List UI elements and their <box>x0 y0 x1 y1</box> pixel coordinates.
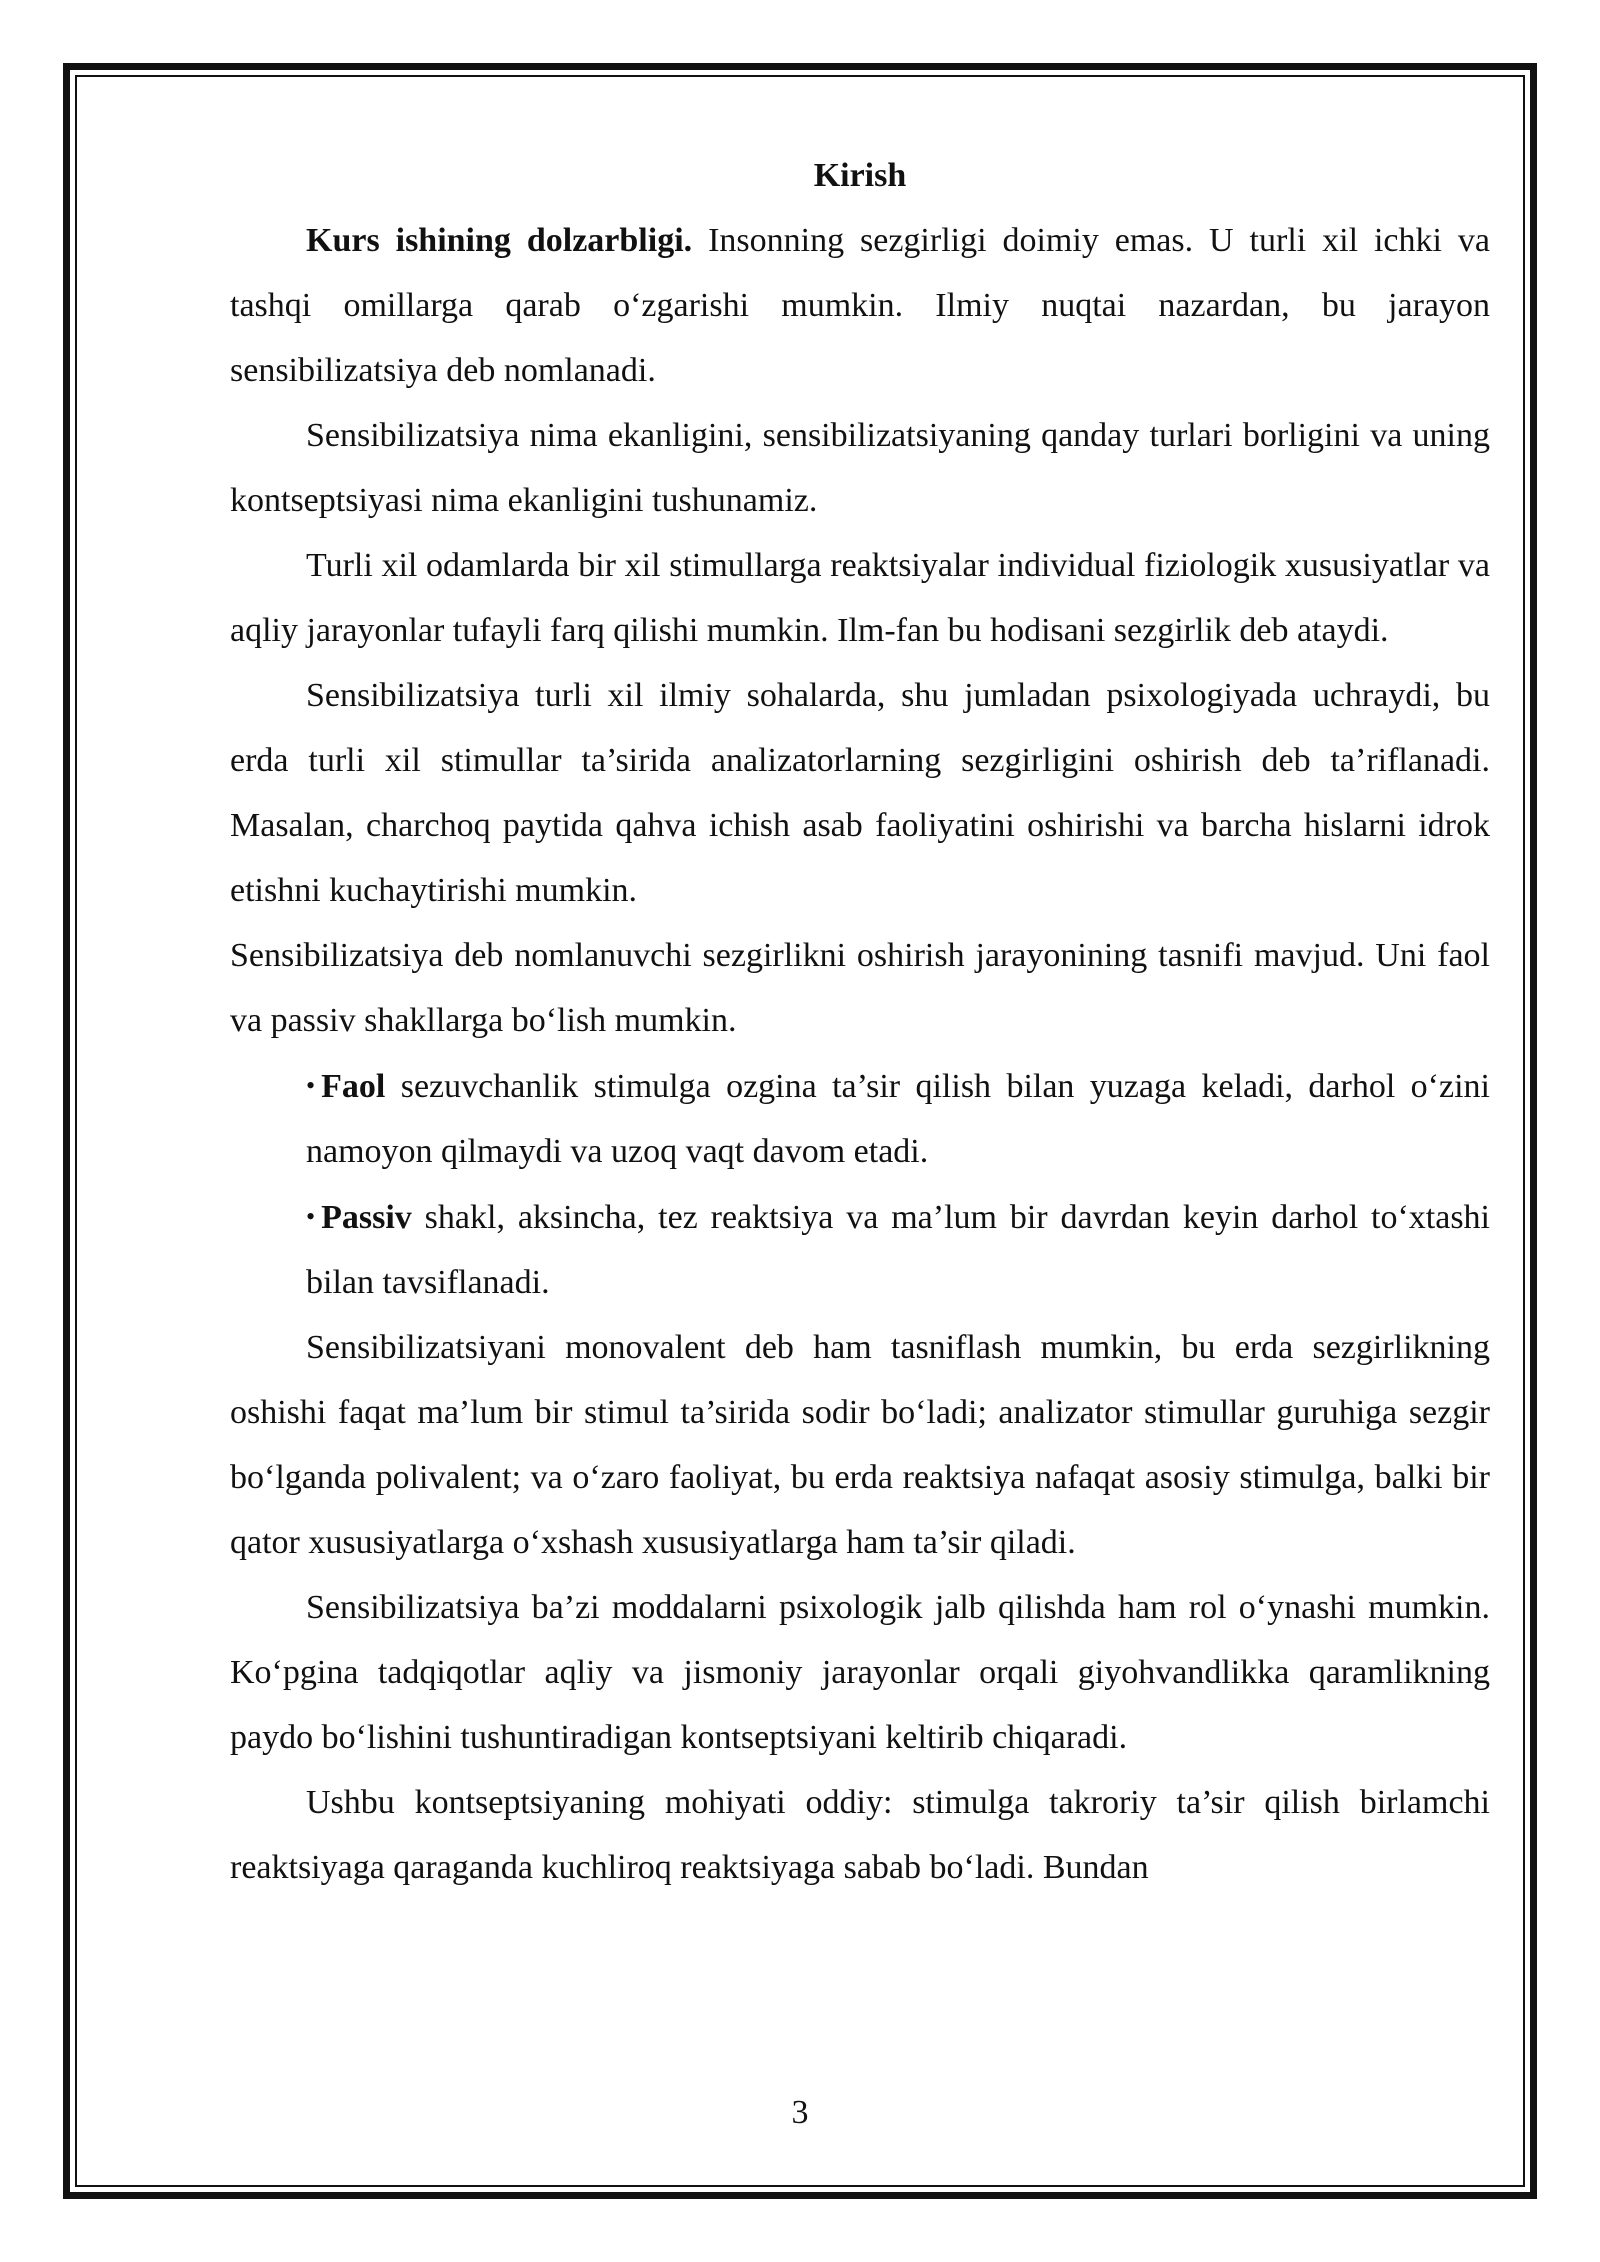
bullet-text: sezuvchanlik stimulga ozgina ta’sir qilish bilan yuzaga keladi, darhol o‘zini namoyon qilmaydi va uzoq vaqt davom etadi. <box>306 1068 1490 1170</box>
section-title: Kirish <box>813 157 907 194</box>
bullet-text: shakl, aksincha, tez reaktsiya va ma’lum bir davrdan keyin darhol to‘xtashi bilan tavsiflanadi. <box>306 1199 1490 1301</box>
paragraph-5: Sensibilizatsiya deb nomlanuvchi sezgirlikni oshirish jarayonining tasnifi mavjud. Uni faol va passiv shakllarga bo‘lish mumkin. <box>230 937 1490 1039</box>
bullet-marker: • <box>306 1071 316 1100</box>
paragraph-3: Turli xil odamlarda bir xil stimullarga reaktsiyalar individual fiziologik xususiyatlar va aqliy jarayonlar tufayli farq qilishi mumkin. Ilm-fan bu hodisani sezgirlik deb ataydi. <box>230 547 1490 649</box>
paragraph-6: Sensibilizatsiyani monovalent deb ham tasniflash mumkin, bu erda sezgirlikning oshishi faqat ma’lum bir stimul ta’sirida sodir bo‘ladi; analizator stimullar guruhiga sezgir bo‘lganda polivalent; va o‘zaro faoliyat, bu erda reaktsiya nafaqat asosiy stimulga, balki bir qator xususiyatlarga o‘xshash xususiyatlarga ham ta’sir qiladi. <box>230 1329 1490 1561</box>
bullet-term: Faol <box>321 1068 386 1105</box>
page-number: 3 <box>791 2094 809 2131</box>
paragraph-7: Sensibilizatsiya ba’zi moddalarni psixologik jalb qilishda ham rol o‘ynashi mumkin. Ko‘pgina tadqiqotlar aqliy va jismoniy jarayonlar orqali giyohvandlikka qaramlikning paydo bo‘lishini tushuntiradigan kontseptsiyani keltirib chiqaradi. <box>230 1589 1490 1756</box>
bullet-marker: • <box>306 1202 316 1231</box>
paragraph-2: Sensibilizatsiya nima ekanligini, sensibilizatsiyaning qanday turlari borligini va uning kontseptsiyasi nima ekanligini tushunamiz. <box>230 417 1490 519</box>
paragraph-4: Sensibilizatsiya turli xil ilmiy sohalarda, shu jumladan psixologiyada uchraydi, bu erda turli xil stimullar ta’sirida analizatorlarning sezgirligini oshirish deb ta’riflanadi. Masalan, charchoq paytida qahva ichish asab faoliyatini oshirishi va barcha hislarni idrok etishni kuchaytirishi mumkin. <box>230 677 1490 909</box>
bullet-item-passive <box>306 1184 1490 1315</box>
bullet-item-active <box>306 1053 1490 1184</box>
bullet-term: Passiv <box>321 1199 412 1236</box>
paragraph-8: Ushbu kontseptsiyaning mohiyati oddiy: stimulga takroriy ta’sir qilish birlamchi reaktsiyaga qaraganda kuchliroq reaktsiyaga sabab bo‘ladi. Bundan <box>230 1784 1490 1886</box>
paragraph-relevance <box>230 208 1490 403</box>
document-body <box>230 143 1490 1900</box>
paragraph-text: Insonning sezgirligi doimiy emas. U turli xil ichki va tashqi omillarga qarab o‘zgarishi mumkin. Ilmiy nuqtai nazardan, bu jarayon sensibilizatsiya deb nomlanadi. <box>230 222 1490 389</box>
paragraph-lead-bold: Kurs ishining dolzarbligi. <box>306 222 693 259</box>
